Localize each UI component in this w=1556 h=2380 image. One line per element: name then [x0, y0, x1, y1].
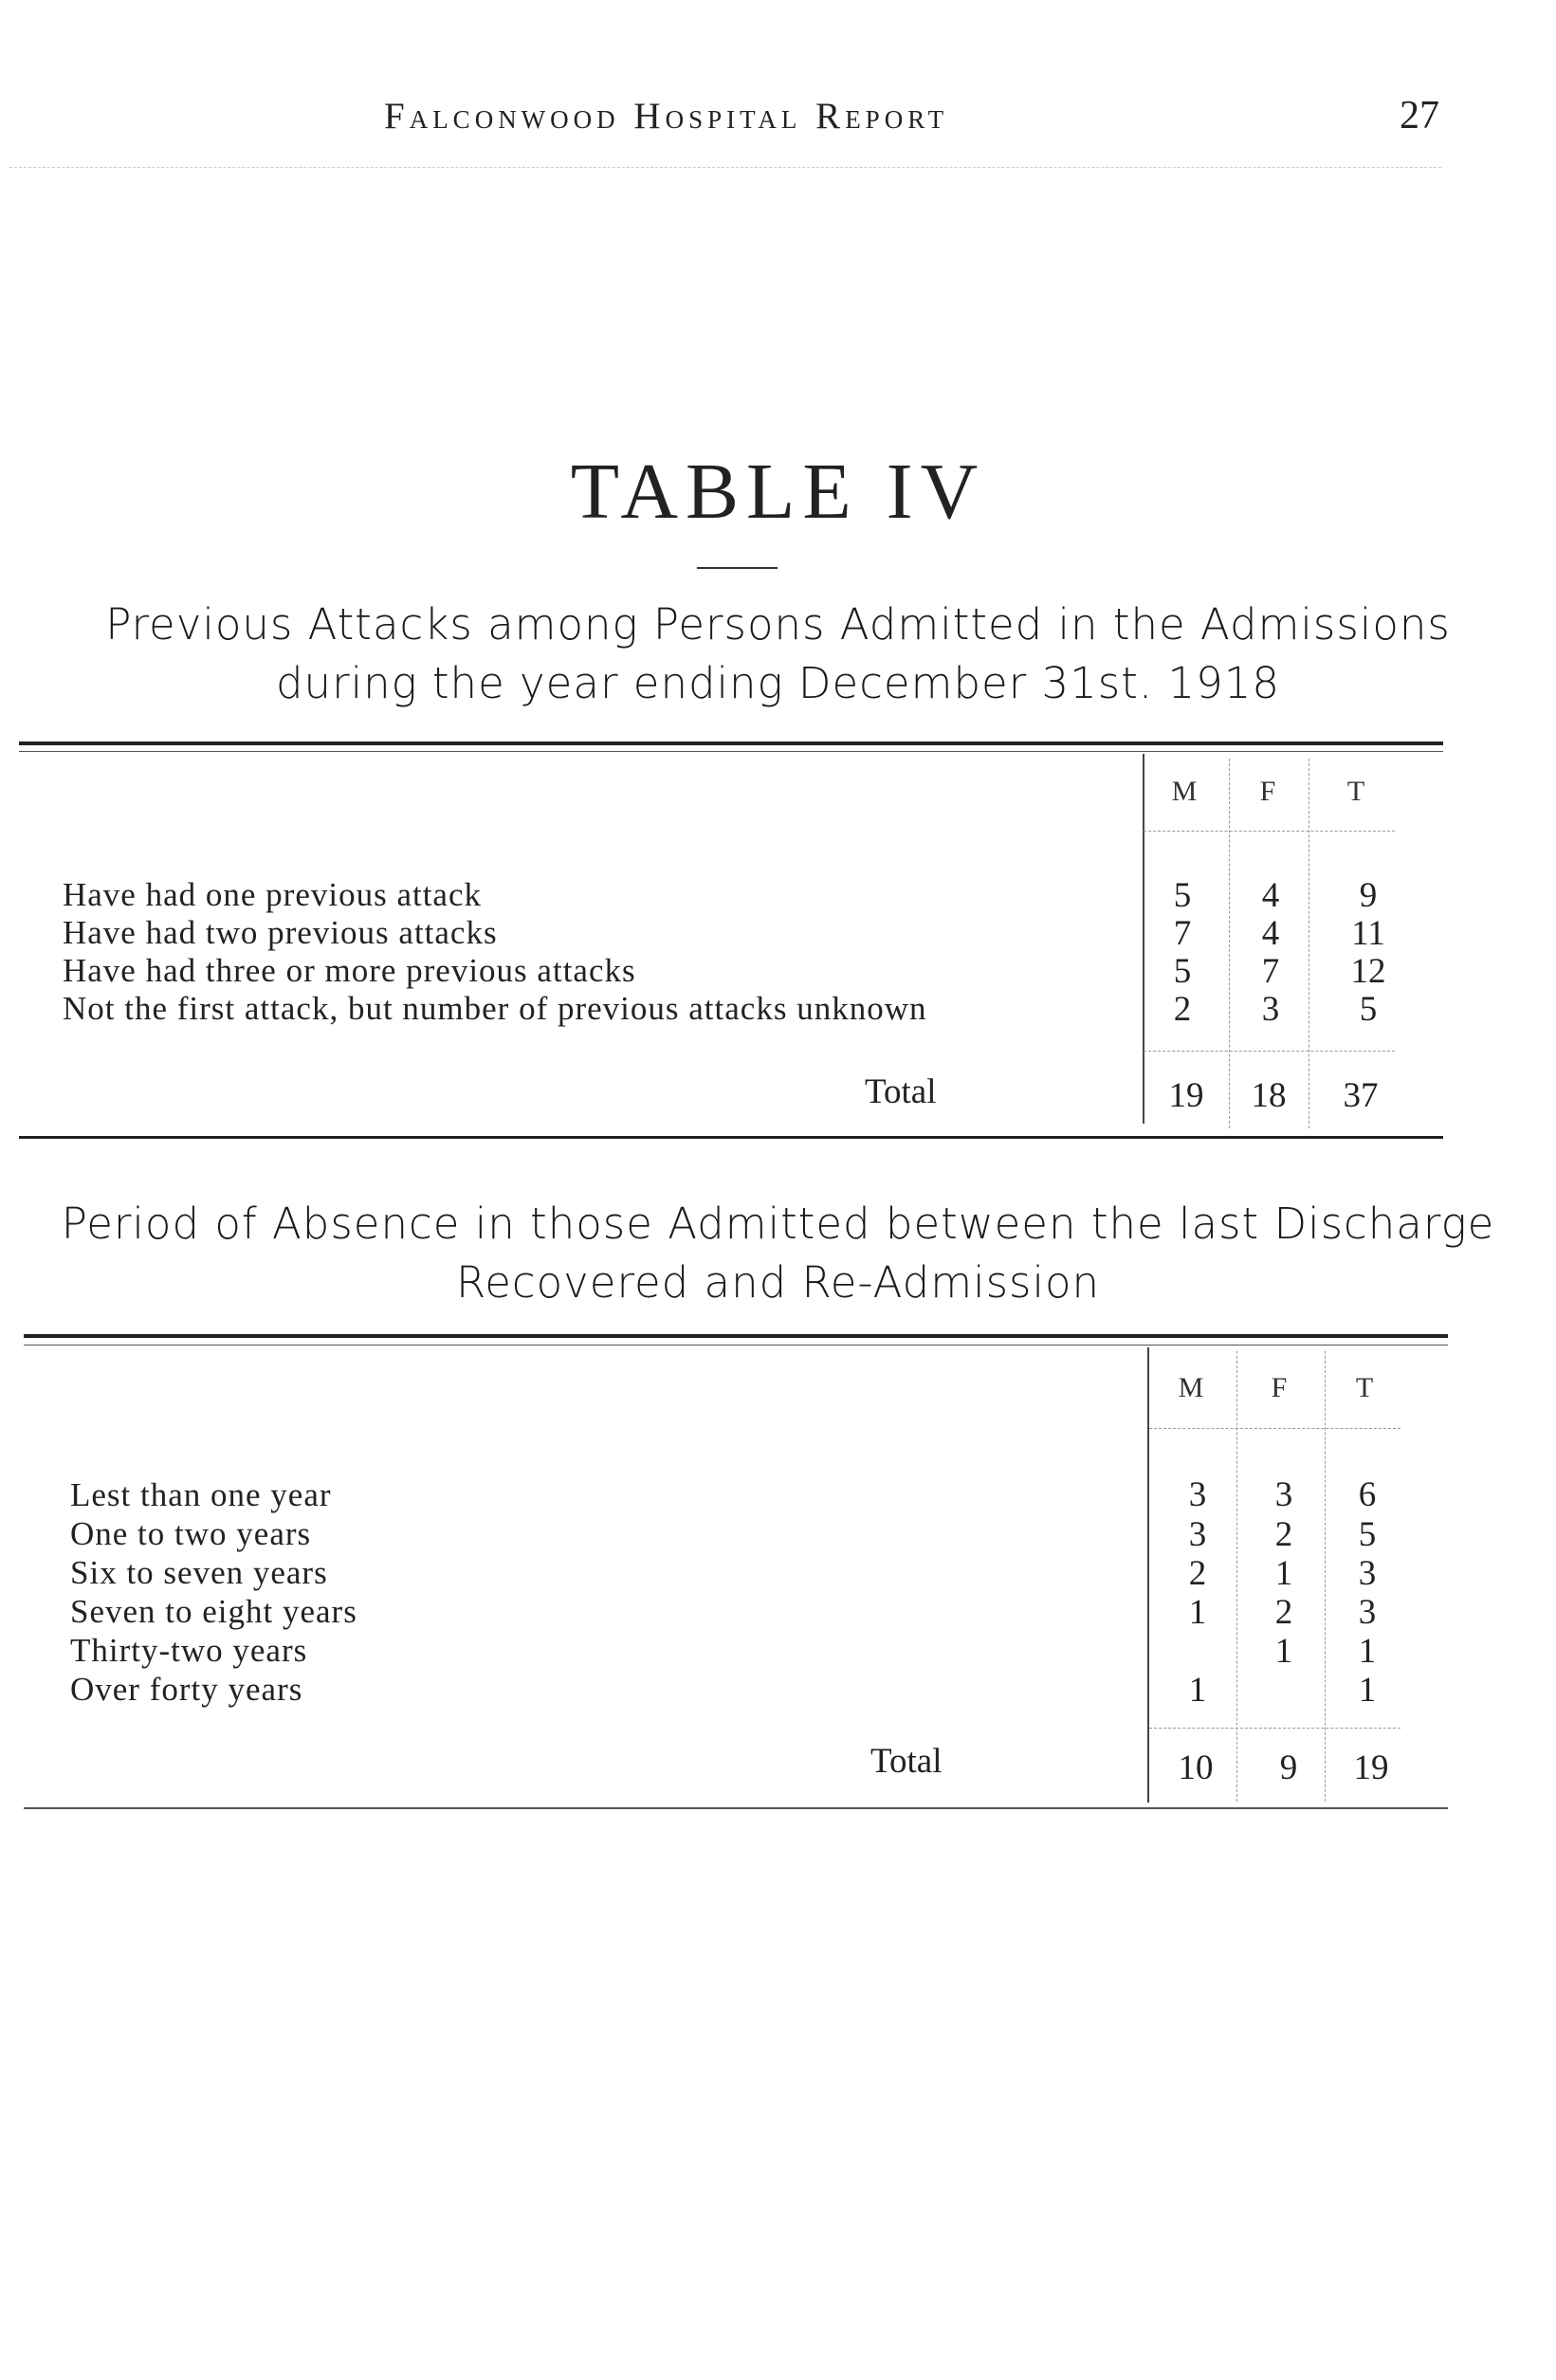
- section1-col-t: T: [1346, 776, 1365, 807]
- section2-cell-t: 5: [1358, 1515, 1377, 1554]
- section2-cell-t: 3: [1358, 1554, 1377, 1593]
- section2-row-label: Seven to eight years: [70, 1593, 357, 1630]
- section1-caption-line1: Previous Attacks among Persons Admitted in the Admissions: [105, 599, 1451, 650]
- section2-col-divider-main: [1147, 1347, 1149, 1803]
- section2-cell-m: 1: [1188, 1671, 1207, 1710]
- section1-cell-f: 4: [1261, 876, 1280, 915]
- section1-col-f: F: [1259, 776, 1276, 807]
- section2-total-rule: [1149, 1728, 1400, 1729]
- section2-row-label: One to two years: [70, 1515, 312, 1552]
- section2-cell-m: 3: [1188, 1515, 1207, 1554]
- section1-row-label: Have had one previous attack: [63, 876, 483, 913]
- section1-top-rule: [19, 741, 1443, 745]
- section1-bottom-rule: [19, 1136, 1443, 1139]
- section1-cell-m: 5: [1173, 952, 1192, 991]
- section1-total-f: 18: [1251, 1076, 1287, 1115]
- section1-cell-t: 9: [1359, 876, 1378, 915]
- section2-row-label: Thirty-two years: [70, 1632, 308, 1669]
- section1-total-rule: [1144, 1051, 1395, 1052]
- section2-cell-t: 6: [1358, 1475, 1377, 1514]
- section2-cell-m: 2: [1188, 1554, 1207, 1593]
- section2-row-label: Over forty years: [70, 1671, 303, 1708]
- section2-caption-line1: Period of Absence in those Admitted between the last Discharge: [61, 1199, 1495, 1249]
- section1-total-m: 19: [1168, 1076, 1204, 1115]
- section1-cell-f: 4: [1261, 914, 1280, 953]
- section1-row-label: Have had two previous attacks: [63, 914, 498, 951]
- section2-row-label: Lest than one year: [70, 1476, 332, 1513]
- section1-cell-m: 5: [1173, 876, 1192, 915]
- section1-caption: [0, 595, 1556, 713]
- section2-cell-f: 3: [1274, 1475, 1293, 1514]
- section1-total-label: Total: [865, 1072, 937, 1111]
- section1-row-label: Not the first attack, but number of previous attacks unknown: [63, 990, 927, 1027]
- section2-col-f: F: [1271, 1372, 1288, 1403]
- section2-caption-line2: Recovered and Re-Admission: [455, 1257, 1101, 1308]
- section2-top-rule-inner: [24, 1345, 1448, 1346]
- section2-cell-f: 1: [1274, 1632, 1293, 1671]
- section1-cell-f: 7: [1261, 952, 1280, 991]
- title-rule: [697, 567, 778, 569]
- page-number: 27: [1400, 94, 1439, 137]
- section2-cell-f: 2: [1274, 1593, 1293, 1632]
- section1-caption-line2: during the year ending December 31st. 1918: [275, 658, 1280, 708]
- section1-cell-t: 12: [1350, 952, 1386, 991]
- header-rule: [9, 167, 1441, 168]
- section1-cell-m: 7: [1173, 914, 1192, 953]
- section2-top-rule: [24, 1334, 1448, 1338]
- section2-row-label: Six to seven years: [70, 1554, 328, 1591]
- section2-total-f: 9: [1279, 1748, 1298, 1787]
- section1-col-m: M: [1171, 776, 1198, 807]
- section2-cell-f: 2: [1274, 1515, 1293, 1554]
- section2-bottom-rule: [24, 1807, 1448, 1809]
- running-title: Falconwood Hospital Report: [384, 96, 949, 137]
- section1-total-t: 37: [1343, 1076, 1379, 1115]
- table-title: TABLE IV: [570, 448, 986, 536]
- section1-cell-t: 11: [1351, 914, 1385, 953]
- section2-header-rule: [1149, 1428, 1400, 1429]
- section2-total-label: Total: [870, 1742, 943, 1781]
- section1-cell-m: 2: [1173, 990, 1192, 1029]
- section2-cell-t: 3: [1358, 1593, 1377, 1632]
- section2-cell-f: 1: [1274, 1554, 1293, 1593]
- section2-cell-m: 3: [1188, 1475, 1207, 1514]
- section2-cell-t: 1: [1358, 1632, 1377, 1671]
- section2-caption: [0, 1195, 1556, 1312]
- section2-cell-m: 1: [1188, 1593, 1207, 1632]
- section1-cell-t: 5: [1359, 990, 1378, 1029]
- section1-row-label: Have had three or more previous attacks: [63, 952, 636, 989]
- section1-cell-f: 3: [1261, 990, 1280, 1029]
- section2-col-t: T: [1355, 1372, 1374, 1403]
- section1-top-rule-inner: [19, 751, 1443, 752]
- section2-col-m: M: [1178, 1372, 1204, 1403]
- section2-total-m: 10: [1178, 1748, 1214, 1787]
- section2-cell-t: 1: [1358, 1671, 1377, 1710]
- section1-header-rule: [1144, 831, 1395, 832]
- section2-total-t: 19: [1353, 1748, 1389, 1787]
